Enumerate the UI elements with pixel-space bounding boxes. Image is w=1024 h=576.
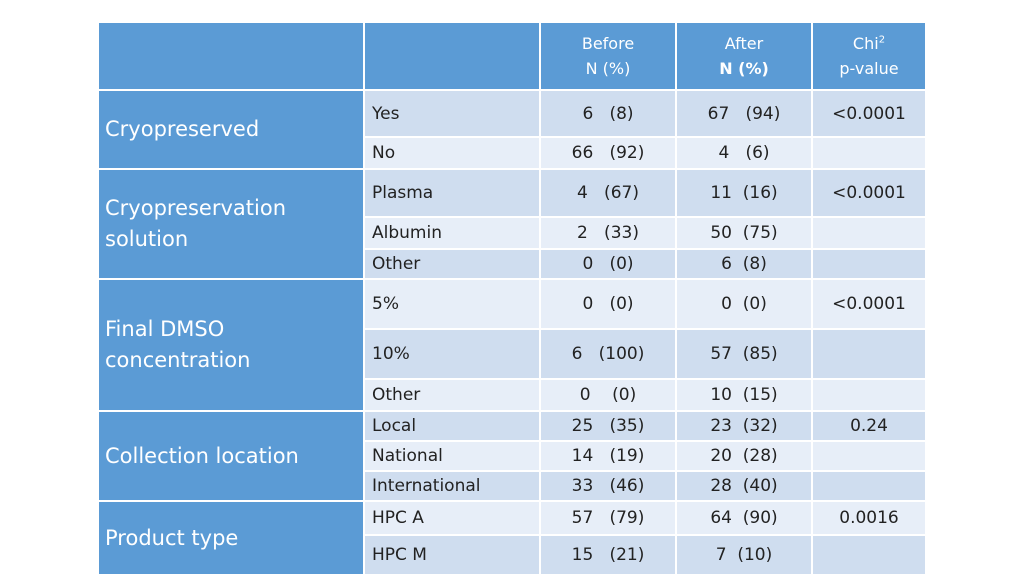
after-cell: 57 (85) (677, 330, 811, 378)
after-cell: 0 (0) (677, 280, 811, 328)
header-after-unit: N (%) (719, 59, 769, 78)
before-cell: 6 (8) (541, 91, 675, 136)
header-chi-label (853, 31, 885, 56)
after-cell: 4 (6) (677, 138, 811, 168)
group-final-dmso-concentration: Final DMSO concentration (99, 280, 363, 410)
option-cell: National (365, 442, 539, 470)
before-cell: 0 (0) (541, 280, 675, 328)
pvalue-cell: 0.0016 (813, 502, 925, 534)
header-after (677, 23, 811, 89)
pvalue-cell: <0.0001 (813, 91, 925, 136)
option-cell: No (365, 138, 539, 168)
option-cell: HPC M (365, 536, 539, 574)
pvalue-cell (813, 472, 925, 500)
pvalue-cell: <0.0001 (813, 170, 925, 216)
before-cell: 14 (19) (541, 442, 675, 470)
group-product-type: Product type (99, 502, 363, 574)
pvalue-cell: <0.0001 (813, 280, 925, 328)
before-cell: 25 (35) (541, 412, 675, 440)
group-collection-location: Collection location (99, 412, 363, 500)
option-cell: Local (365, 412, 539, 440)
header-blank-option (365, 23, 539, 89)
before-cell: 15 (21) (541, 536, 675, 574)
header-after-label: After (724, 34, 764, 53)
before-cell: 6 (100) (541, 330, 675, 378)
header-before-label: Before (581, 34, 635, 53)
after-cell: 23 (32) (677, 412, 811, 440)
header-before-unit: N (%) (585, 59, 631, 78)
pvalue-cell (813, 138, 925, 168)
before-cell: 33 (46) (541, 472, 675, 500)
option-cell: Plasma (365, 170, 539, 216)
header-pvalue-label: p-value (839, 59, 899, 78)
after-cell: 10 (15) (677, 380, 811, 410)
after-cell: 64 (90) (677, 502, 811, 534)
after-cell: 6 (8) (677, 250, 811, 278)
before-cell: 2 (33) (541, 218, 675, 248)
after-cell: 50 (75) (677, 218, 811, 248)
pvalue-cell (813, 442, 925, 470)
pvalue-cell (813, 250, 925, 278)
option-cell: Other (365, 380, 539, 410)
after-cell: 7 (10) (677, 536, 811, 574)
after-cell: 28 (40) (677, 472, 811, 500)
group-cryopreservation-solution: Cryopreservation solution (99, 170, 363, 278)
pvalue-cell: 0.24 (813, 412, 925, 440)
option-cell: Yes (365, 91, 539, 136)
pvalue-cell (813, 380, 925, 410)
results-table (99, 23, 917, 565)
option-cell: 5% (365, 280, 539, 328)
pvalue-cell (813, 330, 925, 378)
pvalue-cell (813, 218, 925, 248)
header-before (541, 23, 675, 89)
before-cell: 4 (67) (541, 170, 675, 216)
header-chi (813, 23, 925, 89)
before-cell: 0 (0) (541, 380, 675, 410)
group-cryopreserved: Cryopreserved (99, 91, 363, 168)
before-cell: 57 (79) (541, 502, 675, 534)
header-chi-superscript: 2 (878, 34, 886, 46)
before-cell: 0 (0) (541, 250, 675, 278)
option-cell: Albumin (365, 218, 539, 248)
after-cell: 67 (94) (677, 91, 811, 136)
option-cell: 10% (365, 330, 539, 378)
header-blank-category (99, 23, 363, 89)
before-cell: 66 (92) (541, 138, 675, 168)
after-cell: 11 (16) (677, 170, 811, 216)
pvalue-cell (813, 536, 925, 574)
option-cell: HPC A (365, 502, 539, 534)
header-chi-main: Chi (852, 34, 879, 53)
option-cell: International (365, 472, 539, 500)
after-cell: 20 (28) (677, 442, 811, 470)
option-cell: Other (365, 250, 539, 278)
